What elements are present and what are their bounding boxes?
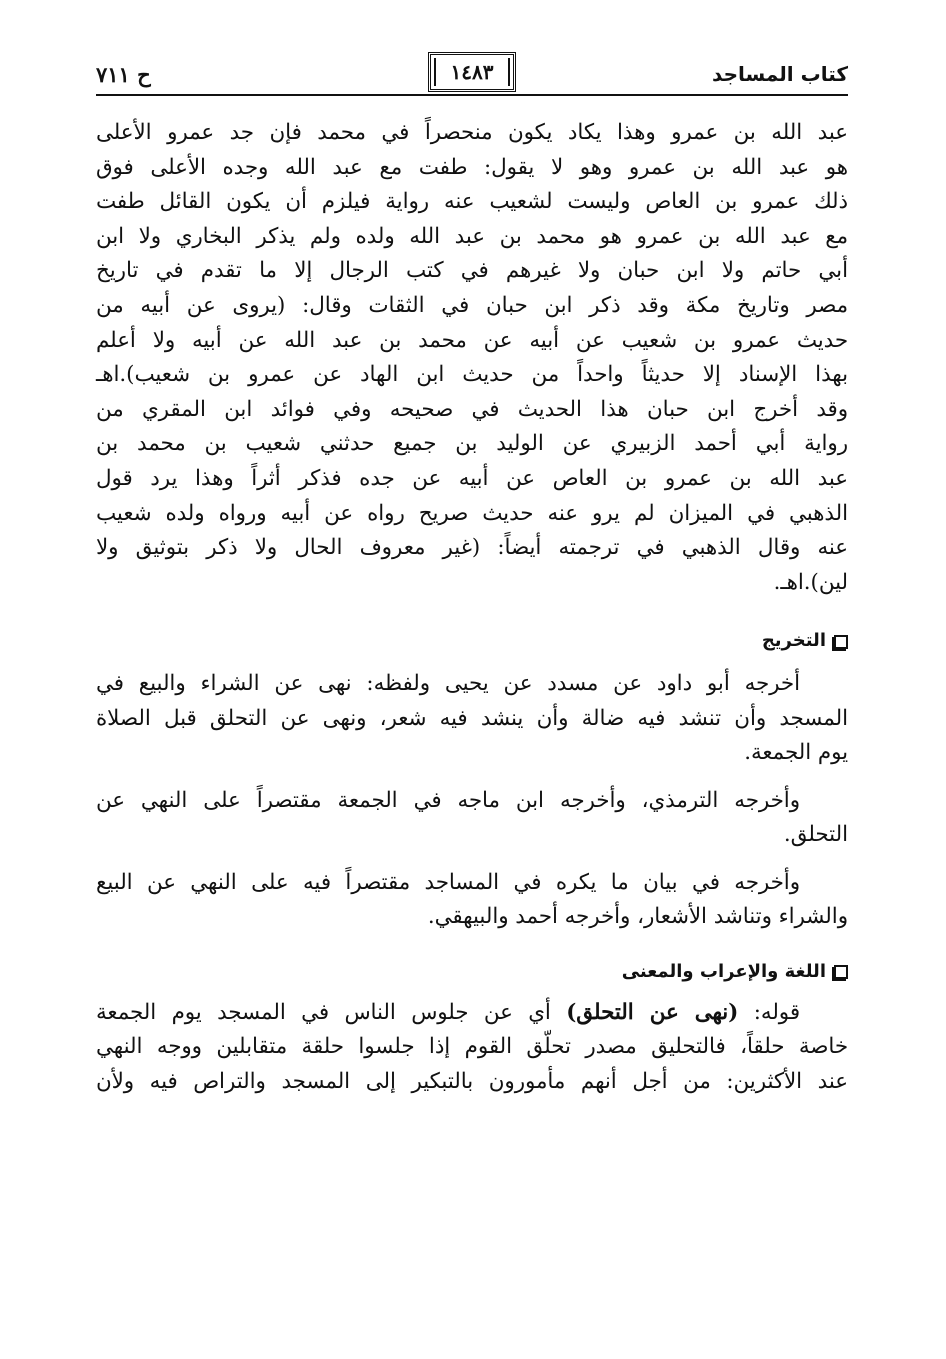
takhrij-paragraph-1 bbox=[96, 667, 848, 771]
hadith-reference: ح ٧١١ bbox=[96, 62, 151, 87]
text-line: حديث عمرو بن شعيب عن أبيه عن محمد بن عبد الله عن أبيه ولا أعلم bbox=[96, 327, 848, 353]
page-number: ١٤٨٣ bbox=[428, 52, 516, 92]
quoted-phrase: (نهى عن التحلق) bbox=[566, 999, 739, 1025]
text-line: الذهبي في الميزان لم يرو عنه حديث صريح رواه عن أبيه ورواه ولده شعيب bbox=[96, 500, 848, 526]
lugha-heading-label: اللغة والإعراب والمعنى bbox=[621, 961, 826, 983]
text-line: أخرجه أبو داود عن مسدد عن يحيى ولفظه: نهى عن الشراء والبيع في bbox=[96, 670, 800, 696]
text-line: هو عبد الله بن عمرو وهو لا يقول: طفت مع عبد الله وجده الأعلى فوق bbox=[96, 154, 848, 180]
book-title: كتاب المساجد bbox=[712, 62, 848, 86]
text-line: وأخرجه في بيان ما يكره في المساجد مقتصراً فيه على النهي عن البيع bbox=[96, 869, 800, 895]
text-line: عبد الله بن عمرو وهذا يكاد يكون منحصراً في محمد فإن جد عمرو الأعلى bbox=[96, 120, 848, 145]
takhrij-paragraph-3 bbox=[96, 866, 848, 935]
takhrij-heading bbox=[96, 624, 848, 659]
section-commentary bbox=[96, 116, 848, 600]
text-line: أبي حاتم ولا ابن حبان ولا غيرهم في كتب الرجال إلا ما تقدم في تاريخ bbox=[96, 258, 848, 284]
text-line: خاصة حلقاً، فالتحليق مصدر تحلّق القوم إذا جلسوا حلقة متقابلين ووجه النهي bbox=[96, 1034, 848, 1060]
text-line: عبد الله بن عمرو بن العاص عن أبيه عن جده فذكر أثراً وهذا يرد قول bbox=[96, 465, 848, 491]
text-line: مصر وتاريخ مكة وقد ذكر ابن حبان في الثقات وقال: (يروى عن أبيه من bbox=[96, 292, 848, 318]
quote-explanation: أي عن جلوس الناس في المسجد يوم الجمعة bbox=[96, 999, 567, 1025]
text-line: والشراء وتناشد الأشعار، وأخرجه أحمد والبيهقي. bbox=[427, 904, 848, 930]
header-rule bbox=[96, 94, 848, 96]
text-line: رواية أبي أحمد الزبيري عن الوليد بن جميع حدثني شعيب بن محمد بن bbox=[96, 431, 848, 457]
quote-intro: قوله: bbox=[738, 999, 800, 1025]
text-line: وأخرجه الترمذي، وأخرجه ابن ماجه في الجمعة مقتصراً على النهي عن bbox=[96, 787, 800, 813]
takhrij-paragraph-2 bbox=[96, 784, 848, 853]
text-line: عنه وقال الذهبي في ترجمته أيضاً: (غير معروف الحال ولا ذكر بتوثيق ولا bbox=[96, 535, 848, 561]
text-line: ذلك عمرو بن العاص وليست لشعيب عنه رواية فيلزم أن يكون القائل طفت bbox=[96, 189, 848, 215]
square-bullet-icon bbox=[834, 635, 848, 649]
text-line: وقد أخرج ابن حبان هذا الحديث في صحيحه وفي فوائد ابن المقري من bbox=[96, 396, 848, 422]
lugha-heading bbox=[96, 955, 848, 990]
lugha-paragraph bbox=[96, 996, 848, 1100]
page-body bbox=[96, 116, 848, 1099]
takhrij-heading-label: التخريج bbox=[761, 630, 826, 652]
text-line: بهذا الإسناد إلا حديثاً واحداً من حديث ابن الهاد عن عمرو بن شعيب).اهـ bbox=[96, 362, 848, 388]
text-line: مع عبد الله بن عمرو هو محمد بن عبد الله ولده ولم يذكر البخاري ولا ابن bbox=[96, 223, 848, 249]
square-bullet-icon bbox=[834, 965, 848, 979]
text-line: التحلق. bbox=[783, 822, 848, 848]
text-line: لين).اهـ. bbox=[773, 569, 848, 595]
page-header bbox=[96, 52, 848, 96]
text-line: عند الأكثرين: من أجل أنهم مأمورون بالتبكير إلى المسجد والتراص فيه ولأن bbox=[96, 1068, 848, 1094]
text-line bbox=[96, 996, 848, 1031]
text-line: يوم الجمعة. bbox=[744, 740, 848, 766]
text-line: المسجد وأن تنشد فيه ضالة وأن ينشد فيه شعر، ونهى عن التحلق قبل الصلاة bbox=[96, 705, 848, 731]
